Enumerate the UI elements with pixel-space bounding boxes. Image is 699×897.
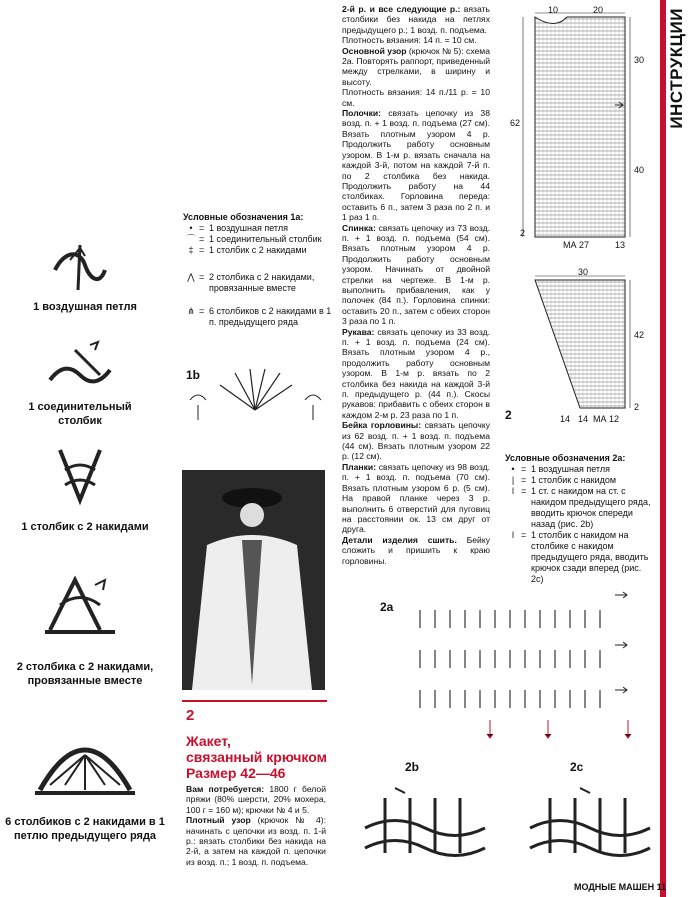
legend-text: 2 столбика с 2 накидами, провязанные вместе xyxy=(209,272,315,293)
legend-text: 1 соединительный столбик xyxy=(209,234,322,244)
dim-side: 62 xyxy=(510,118,521,128)
dim-bottom: 2 xyxy=(520,228,526,238)
caption-double-treble: 1 столбик с 2 накидами xyxy=(21,521,149,533)
six-trebles-in-loop-illustration xyxy=(30,715,140,800)
legend-symbol: ‡ xyxy=(188,245,194,255)
legend-1a-row: ⌒ = 1 соединительный столбик xyxy=(183,234,333,245)
body-text: (крючок № 4): начинать с цепочки из возд. п. 1-й р.: вязать столбики без накида на 2-й, а затем на каждой п. цепочки из возд. п.; 1 возд. п. подъема. xyxy=(186,815,326,867)
legend-text: 1 столбик с накидом на столбике с накидом предыдущего ряда, вводить крючок сзади вперед (рис. 2c) xyxy=(531,530,649,584)
stitch-2c-illustration xyxy=(520,778,660,868)
stitch-2b-illustration xyxy=(355,778,495,868)
title-line: Размер 42—46 xyxy=(186,765,286,781)
bold-lead: Планки: xyxy=(342,461,377,472)
legend-text: 6 столбиков с 2 накидами в 1 п. предыдущего ряда xyxy=(209,306,332,327)
caption-two-trebles: 2 столбика с 2 накидами, провязанные вместе xyxy=(16,661,154,687)
legend-1a-row: • = 1 воздушная петля xyxy=(183,223,333,234)
body-text: связать цепочку из 38 возд. п. + 1 возд. п. подъема (27 см). Вязать плотным узором 4 р. Продолжить работу основным узором. В 1-м р. вязать сначала на каждой 3-й, потом на каждой 7-й п. по 2 столбика без накида. Продолжить работу на 44 столбиках. Горловина переда: оставить 6 п., затем 3 раза по 2 п. и 1 раз 1 п. xyxy=(342,108,490,223)
bold-lead: Спинка: xyxy=(342,222,376,233)
legend-text: 1 столбик с накидом xyxy=(531,475,617,485)
body-text: связать цепочку из 98 возд. п. + 1 возд. п. подъема (70 см). Вязать плотным узором 6 р. (5 см). На правой планке через 3 р. выполнить 6 отверстий для пуговиц на расстоянии ок. 13 см друг от друга. xyxy=(342,461,490,535)
legend-symbol: ⋀ xyxy=(187,272,195,282)
bold-lead: Плотный узор xyxy=(186,815,251,826)
dim-bottom-mid: МА 27 xyxy=(563,240,590,250)
legend-symbol: ⋔ xyxy=(187,306,195,316)
legend-1a-heading: Условные обозначения 1а: xyxy=(183,212,304,222)
body-schematic xyxy=(505,5,655,260)
sleeve-dim-bottom-mid: МА 12 xyxy=(593,414,620,424)
body-text: связать цепочку из 33 возд. п. + 1 возд. п. подъема (24 см). Вязать плотным узором 4 р., продолжить работу основным узором. В 1-м р. вязать по 2 столбика без накида на каждой 3-й п. предыдущего р. (44 п.). Скосы рукавов: прибавить с обеих сторон в каждом 2-м р. 23 раза по 1 п. xyxy=(342,326,490,420)
legend-2a xyxy=(505,453,655,585)
legend-2a-row: • = 1 воздушная петля xyxy=(505,464,655,475)
legend-symbol: Ɩ xyxy=(512,486,514,496)
caption-air-loop: 1 воздушная петля xyxy=(33,301,137,313)
bold-lead: Бейка горловины: xyxy=(342,420,422,431)
sidebar-title: ИНСТРУКЦИИ xyxy=(667,8,686,129)
bold-lead: Полочки: xyxy=(342,108,382,119)
body-text: Бейку сложить и пришить к краю горловины. xyxy=(342,534,490,566)
slip-stitch-illustration xyxy=(45,340,115,390)
chart-1b-label: 1b xyxy=(186,368,201,382)
double-treble-illustration xyxy=(50,440,110,510)
dim-top-right: 20 xyxy=(593,5,604,15)
sleeve-label: 2 xyxy=(505,408,512,422)
body-text: вязать столбики без накида на петлях предыдущего р.; 1 возд. п. подъема. xyxy=(342,4,490,35)
chart-1b-diagram xyxy=(180,365,330,425)
materials-text xyxy=(186,784,326,867)
body-text: (крючок № 5): схема 2а. Повторять раппорт, приведенный между стрелками, в ширину и высоту. xyxy=(342,45,490,87)
section-number: 2 xyxy=(186,707,195,724)
body-text: связать цепочку из 62 возд. п. + 1 возд. п. подъема (44 см). Вязать плотным узором 22 р. (12 см). xyxy=(342,420,490,462)
body-text: Плотность вязания: 14 п. = 10 см. xyxy=(342,35,477,46)
sleeve-dim-lower: 2 xyxy=(634,402,640,412)
dim-upper: 30 xyxy=(634,55,645,65)
two-trebles-together-illustration xyxy=(40,570,120,640)
bold-lead: 2-й р. и все следующие р.: xyxy=(342,4,461,14)
legend-2a-row: Ɩ = 1 столбик с накидом на столбике с накидом предыдущего ряда, вводить крючок сзади вперед (рис. 2c) xyxy=(505,530,655,585)
sleeve-dim-bottom-right: 14 xyxy=(578,414,589,424)
legend-symbol: ⌒ xyxy=(186,234,196,244)
caption-slip-stitch: 1 соединительный столбик xyxy=(28,401,132,427)
legend-text: 1 воздушная петля xyxy=(209,223,288,233)
bold-lead: Рукава: xyxy=(342,326,375,337)
sleeve-dim-top: 30 xyxy=(578,267,589,277)
chart-2c-label: 2c xyxy=(570,760,584,774)
chart-2a-label: 2a xyxy=(380,600,394,614)
chart-2a-diagram xyxy=(400,590,660,750)
bold-lead: Основной узор xyxy=(342,45,407,56)
model-photo xyxy=(182,470,325,690)
legend-text: 1 столбик с 2 накидами xyxy=(209,245,307,255)
legend-text: 1 ст. с накидом на ст. с накидом предыдущего ряда, вводить крючок спереди назад (рис. 2b) xyxy=(531,486,651,529)
air-loop-illustration xyxy=(50,240,110,295)
dim-top-left: 10 xyxy=(548,5,559,15)
legend-symbol: • xyxy=(511,464,515,474)
sleeve-dim-bottom-left: 14 xyxy=(560,414,571,424)
chart-2b-label: 2b xyxy=(405,760,420,774)
legend-symbol: Ɩ xyxy=(512,530,514,540)
legend-text: 1 воздушная петля xyxy=(531,464,610,474)
instructions-text xyxy=(342,4,490,566)
section-title xyxy=(186,733,327,781)
sidebar-accent xyxy=(660,0,666,897)
section-divider xyxy=(182,700,327,702)
legend-2a-row: Ɩ = 1 ст. с накидом на ст. с накидом предыдущего ряда, вводить крючок спереди назад (рис. 2b) xyxy=(505,486,655,530)
sleeve-schematic xyxy=(505,268,655,428)
page-footer: МОДНЫЕ МАШЕН 11 xyxy=(574,882,667,892)
sleeve-dim-side: 42 xyxy=(634,330,645,340)
body-text: связать цепочку из 73 возд. п. + 1 возд. п. подъема (54 см). Вязать плотным узором 4 р. Продолжить работу основным узором. Начинать от двойной стрелки на чертеже. В 1-м р. выполнить прибавления, как у полочек (84 п.). Горловина спинки: оставить 20 п., затем с обеих сторон 3 раза по 1 п. xyxy=(342,222,490,327)
title-line: Жакет, xyxy=(186,733,231,749)
bold-lead: Вам потребуется: xyxy=(186,784,265,794)
legend-1a-row: ⋀ = 2 столбика с 2 накидами, провязанные вместе xyxy=(183,272,333,294)
legend-2a-heading: Условные обозначения 2а: xyxy=(505,453,626,463)
dim-bottom-right: 13 xyxy=(615,240,626,250)
body-text: 1800 г белой пряжи (80% шерсти, 20% мохера, 100 г = 160 м); крючки № 4 и 5. xyxy=(186,784,326,815)
bold-lead: Детали изделия сшить. xyxy=(342,534,457,545)
body-text: Плотность вязания: 14 п./11 р. = 10 см. xyxy=(342,87,490,108)
legend-symbol: • xyxy=(189,223,193,233)
dim-lower: 40 xyxy=(634,165,645,175)
legend-2a-row: | = 1 столбик с накидом xyxy=(505,475,655,486)
legend-1a-row: ‡ = 1 столбик с 2 накидами xyxy=(183,245,333,256)
legend-1a xyxy=(183,212,333,328)
title-line: связанный крючком xyxy=(186,749,327,765)
legend-1a-row: ⋔ = 6 столбиков с 2 накидами в 1 п. предыдущего ряда xyxy=(183,306,333,328)
legend-symbol: | xyxy=(511,475,515,485)
caption-six-trebles: 6 столбиков с 2 накидами в 1 петлю предыдущего ряда xyxy=(5,816,165,842)
